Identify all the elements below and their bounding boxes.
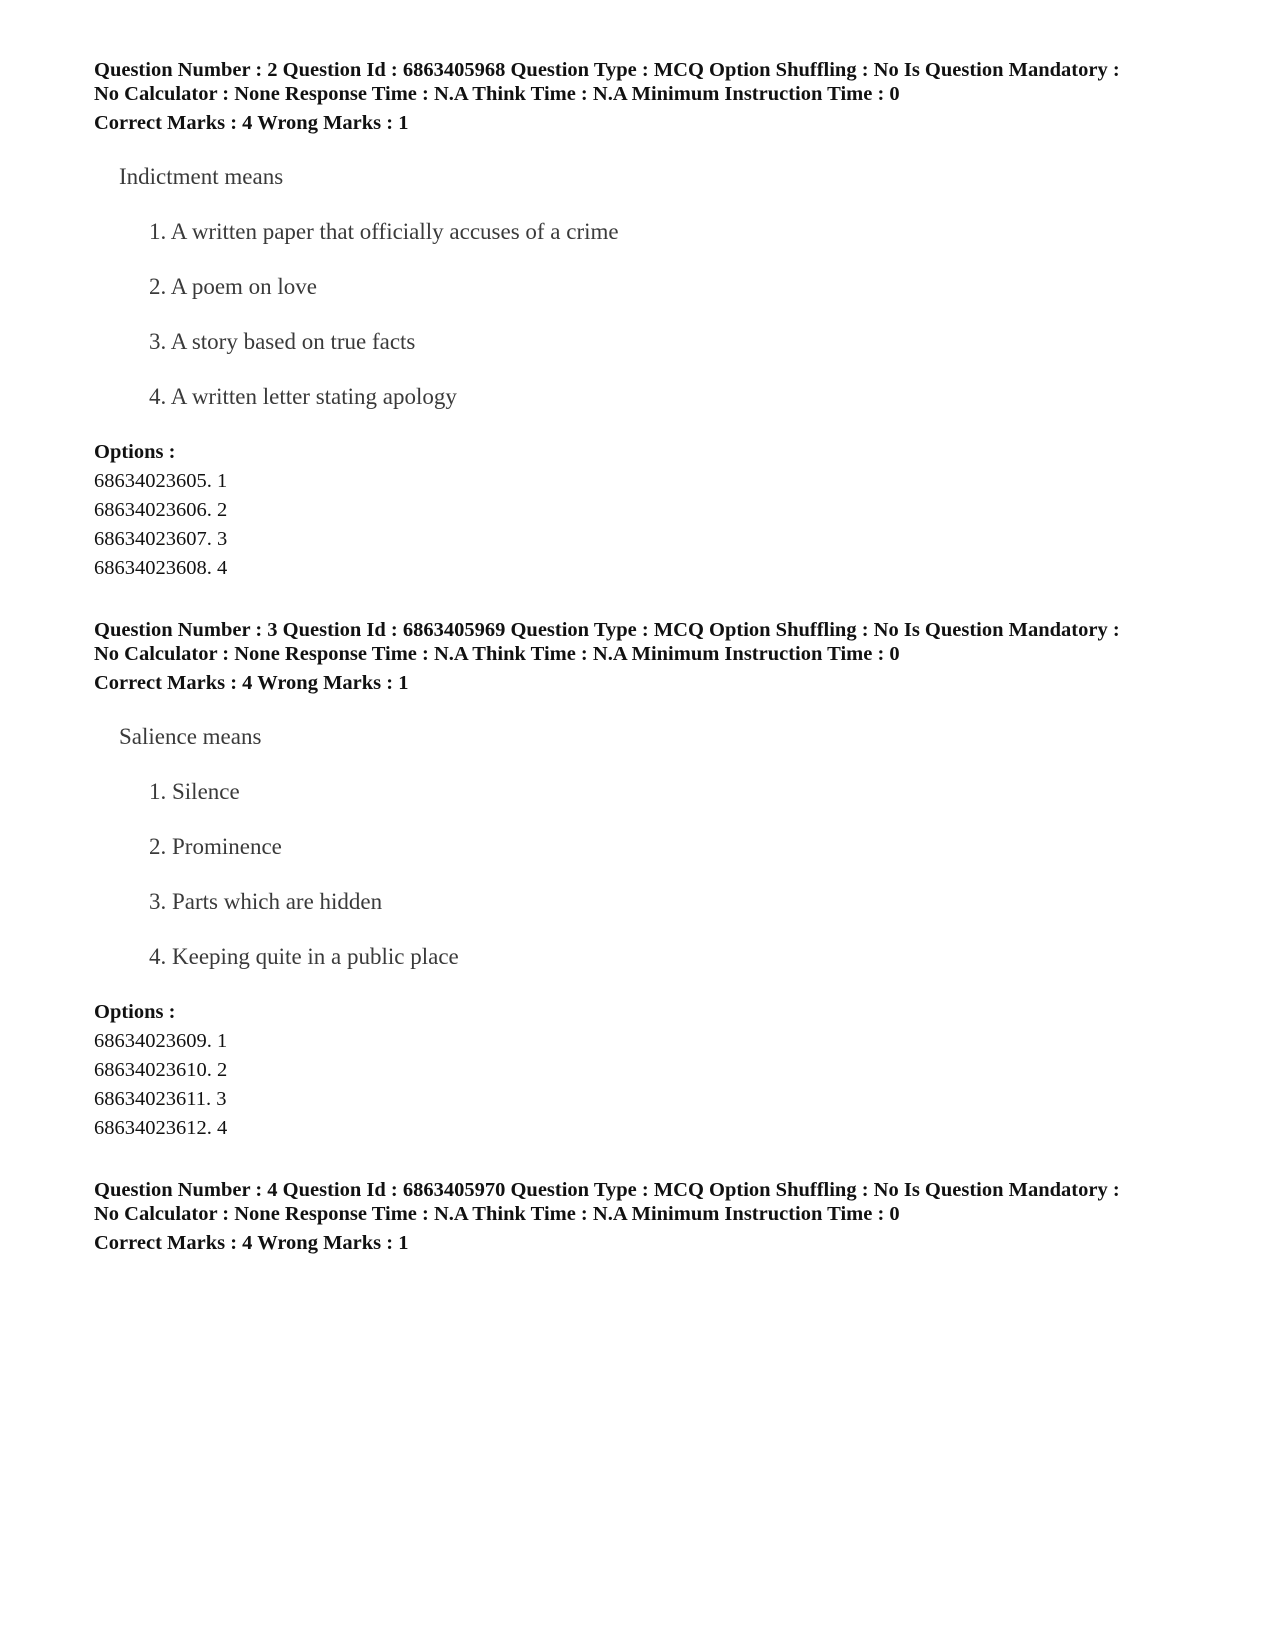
question-header-line-2: No Calculator : None Response Time : N.A Think Time : N.A Minimum Instruction Time : 0	[94, 83, 900, 105]
question-choice: 1. Silence	[149, 779, 240, 804]
option-item: 68634023610. 2	[94, 1059, 228, 1081]
question-header-line-2: No Calculator : None Response Time : N.A Think Time : N.A Minimum Instruction Time : 0	[94, 643, 900, 665]
question-choice: 2. Prominence	[149, 834, 282, 859]
option-item: 68634023608. 4	[94, 557, 228, 579]
question-4	[94, 1178, 1204, 1255]
question-marks: Correct Marks : 4 Wrong Marks : 1	[94, 1232, 409, 1254]
options-label: Options :	[94, 441, 176, 463]
option-item: 68634023607. 3	[94, 528, 228, 550]
question-content	[119, 163, 1204, 410]
option-item: 68634023606. 2	[94, 499, 228, 521]
question-stem: Salience means	[119, 724, 262, 749]
question-header-line-1: Question Number : 2 Question Id : 6863405968 Question Type : MCQ Option Shuffling : No Is Question Mandatory :	[94, 59, 1120, 81]
question-marks: Correct Marks : 4 Wrong Marks : 1	[94, 672, 409, 694]
question-stem: Indictment means	[119, 164, 284, 189]
question-2	[94, 58, 1204, 580]
question-header-line-2: No Calculator : None Response Time : N.A Think Time : N.A Minimum Instruction Time : 0	[94, 1203, 900, 1225]
question-choice: 3. Parts which are hidden	[149, 889, 383, 914]
option-item: 68634023605. 1	[94, 470, 228, 492]
question-header-line-1: Question Number : 4 Question Id : 6863405970 Question Type : MCQ Option Shuffling : No Is Question Mandatory :	[94, 1179, 1120, 1201]
options-label: Options :	[94, 1001, 176, 1023]
option-item: 68634023609. 1	[94, 1030, 228, 1052]
question-choice: 3. A story based on true facts	[149, 329, 416, 354]
option-item: 68634023612. 4	[94, 1117, 228, 1139]
question-content	[119, 723, 1204, 970]
question-3	[94, 618, 1204, 1140]
question-header-line-1: Question Number : 3 Question Id : 6863405969 Question Type : MCQ Option Shuffling : No Is Question Mandatory :	[94, 619, 1120, 641]
question-choice: 4. A written letter stating apology	[149, 384, 457, 409]
question-choice: 4. Keeping quite in a public place	[149, 944, 459, 969]
option-item: 68634023611. 3	[94, 1088, 227, 1110]
question-marks: Correct Marks : 4 Wrong Marks : 1	[94, 112, 409, 134]
question-choice: 2. A poem on love	[149, 274, 318, 299]
question-choice: 1. A written paper that officially accuses of a crime	[149, 219, 619, 244]
